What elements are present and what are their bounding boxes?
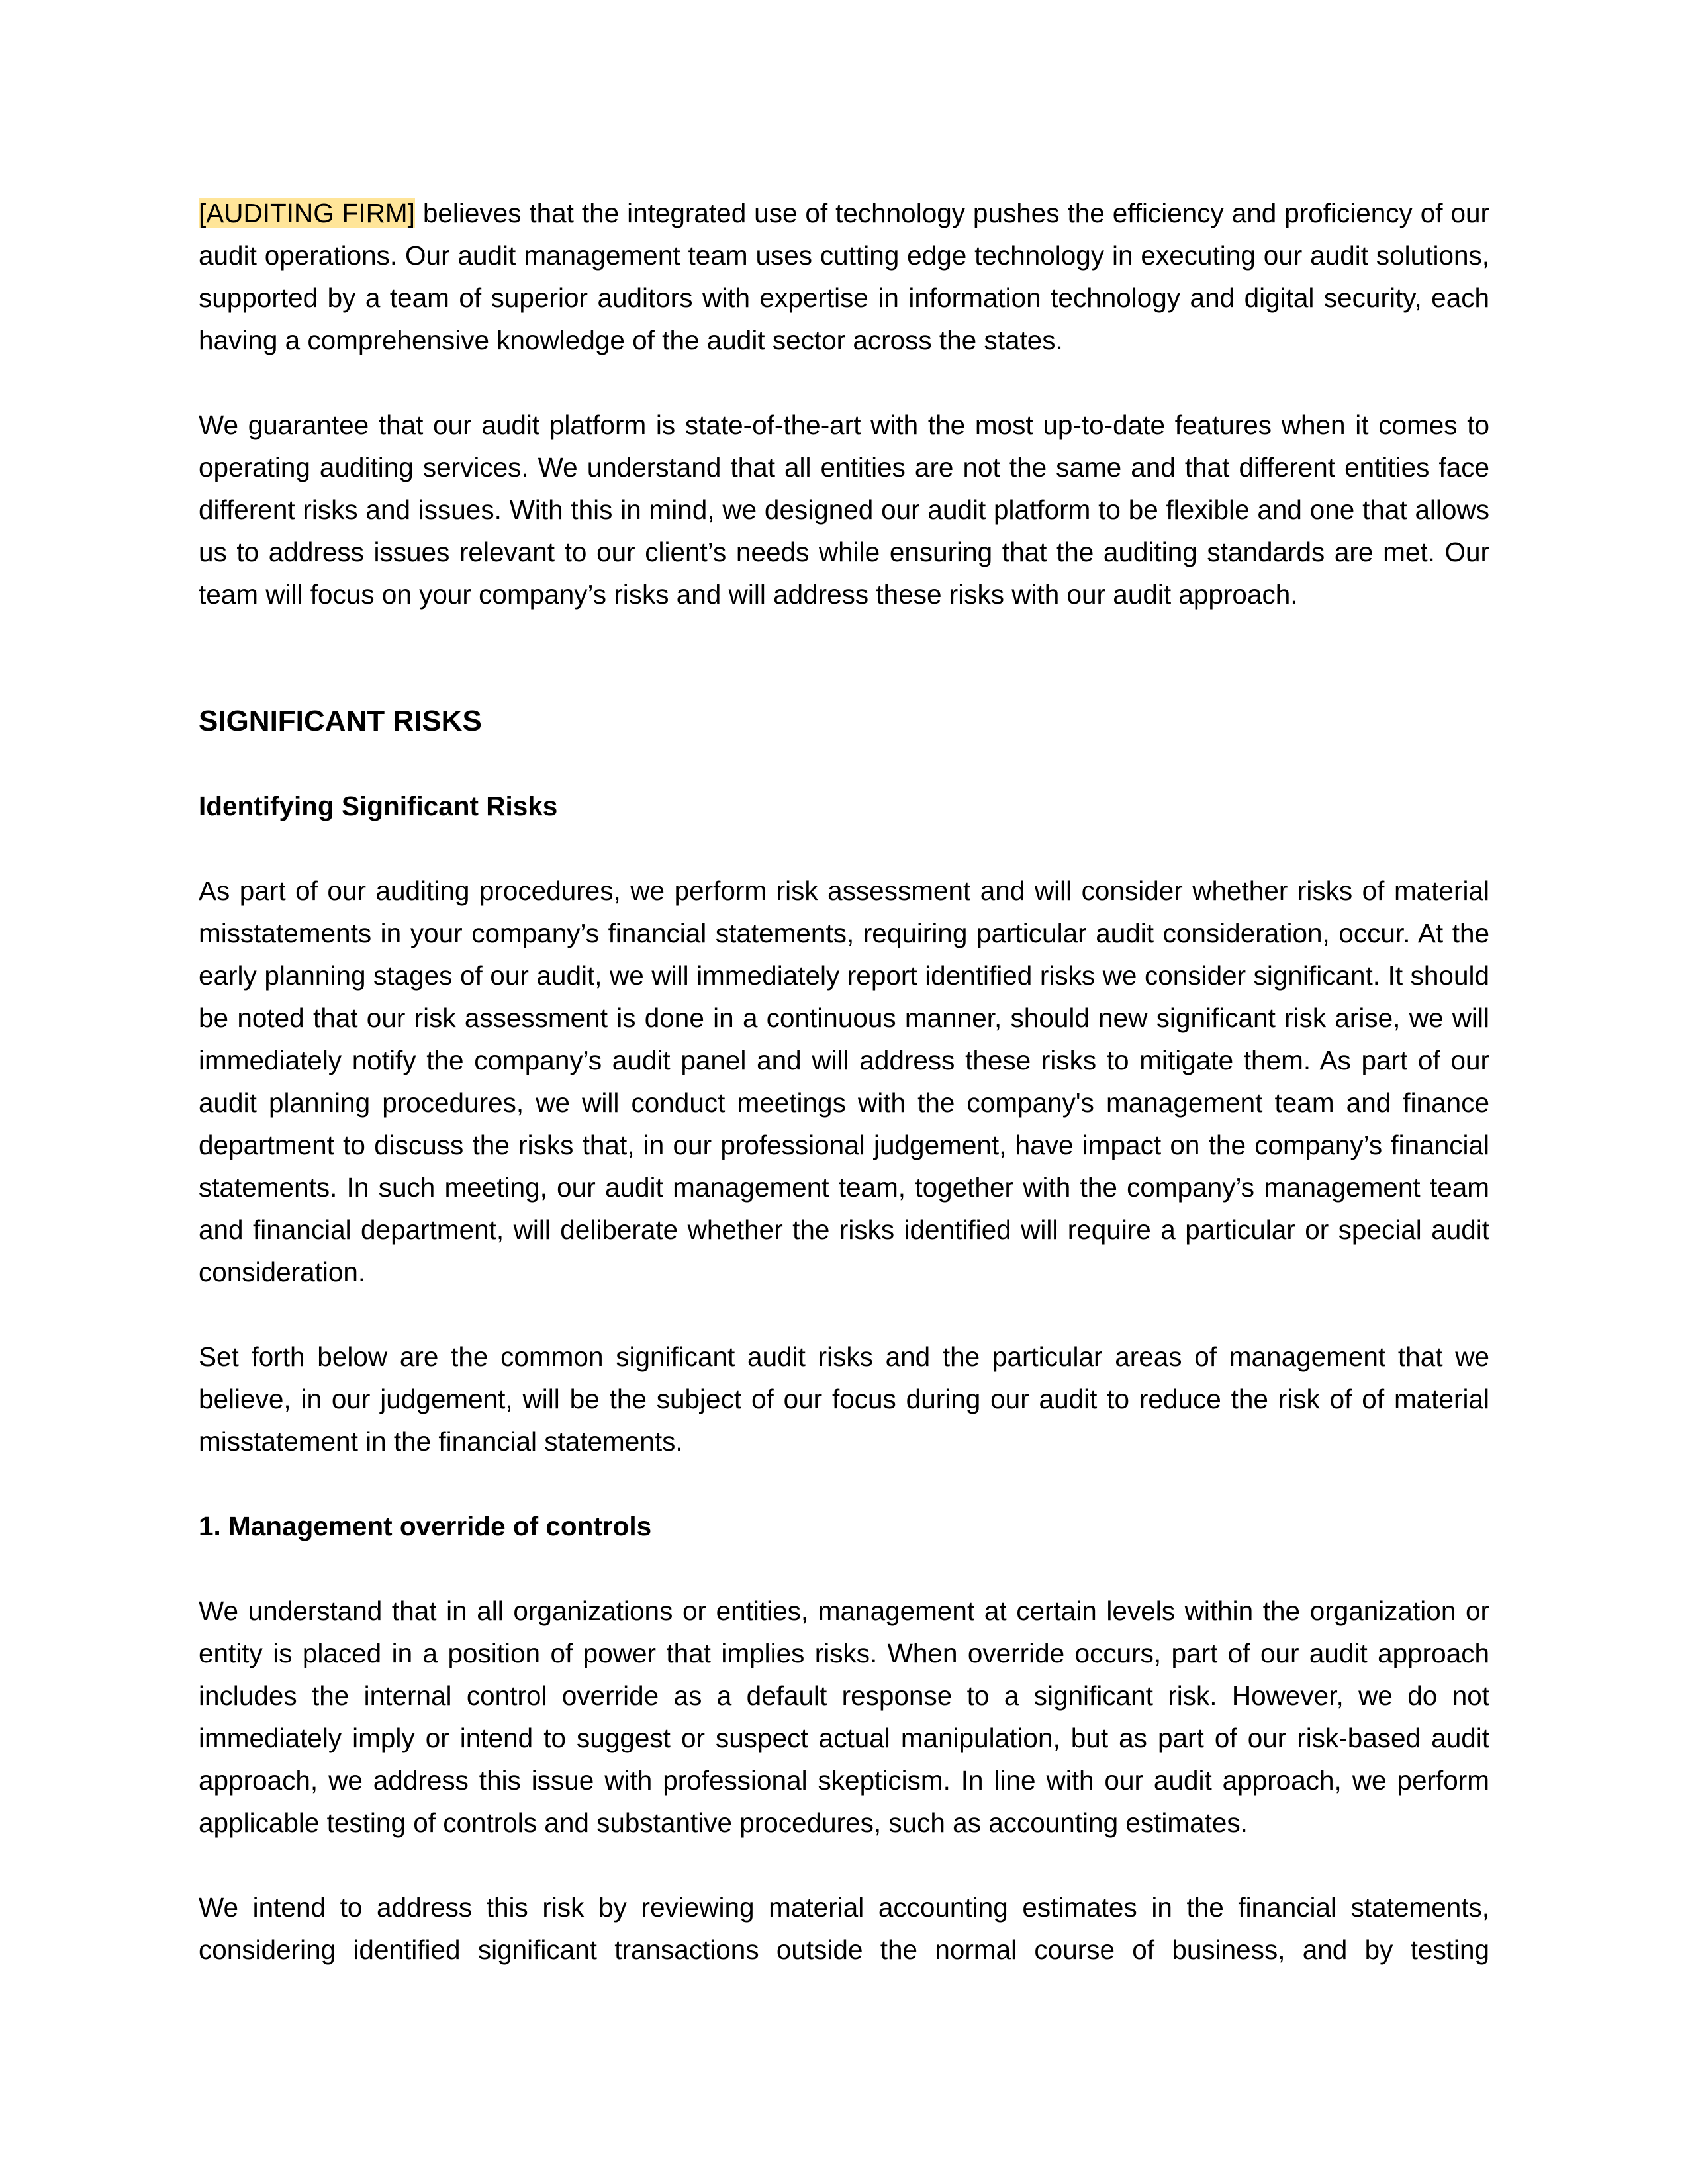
risk-paragraph-1: As part of our auditing procedures, we perform risk assessment and will consider whether risks of material misstatements in your company’s financial statements, requiring particular audit consideration, occur. At the early planning stages of our audit, we will immediately report identified risks we consider significant. It should be noted that our risk assessment is done in a continuous manner, should new significant risk arise, we will immediately notify the company’s audit panel and will address these risks to mitigate them. As part of our audit planning procedures, we will conduct meetings with the company's management team and finance department to discuss the risks that, in our professional judgement, have impact on the company’s financial statements. In such meeting, our audit management team, together with the company’s management team and financial department, will deliberate whether the risks identified will require a particular or special audit consideration. — [199, 876, 1489, 1287]
item-1-paragraph-1: We understand that in all organizations or entities, management at certain levels within the organization or entity is placed in a position of power that implies risks. When override occurs, part of our audit approach includes the internal control override as a default response to a significant risk. However, we do not immediately imply or intend to suggest or suspect actual manipulation, but as part of our risk-based audit approach, we address this issue with professional skepticism. In line with our audit approach, we perform applicable testing of controls and substantive procedures, such as accounting estimates. — [199, 1596, 1489, 1838]
intro-paragraph-1 — [199, 192, 1489, 361]
document-page — [199, 192, 1489, 2013]
risk-paragraph-2: Set forth below are the common significant audit risks and the particular areas of management that we believe, in our judgement, will be the subject of our focus during our audit to reduce the risk of of material misstatement in the financial statements. — [199, 1342, 1489, 1457]
intro-paragraph-1-text: believes that the integrated use of technology pushes the efficiency and proficiency of our audit operations. Our audit management team uses cutting edge technology in executing our audit solutions, supported by a team of superior auditors with expertise in information technology and digital security, each having a comprehensive knowledge of the audit sector across the states. — [199, 198, 1489, 355]
intro-paragraph-2: We guarantee that our audit platform is state-of-the-art with the most up-to-date features when it comes to operating auditing services. We understand that all entities are not the same and that different entities face different risks and issues. With this in mind, we designed our audit platform to be flexible and one that allows us to address issues relevant to our client’s needs while ensuring that the auditing standards are met. Our team will focus on your company’s risks and will address these risks with our audit approach. — [199, 410, 1489, 610]
section-subheading: Identifying Significant Risks — [199, 791, 558, 821]
auditing-firm-placeholder: [AUDITING FIRM] — [199, 198, 415, 228]
section-heading: SIGNIFICANT RISKS — [199, 705, 482, 737]
item-1-paragraph-2: We intend to address this risk by reviewing material accounting estimates in the financial statements, considering identified significant transactions outside the normal course of business, and by testing — [199, 1892, 1489, 1965]
item-1-heading: 1. Management override of controls — [199, 1511, 652, 1541]
